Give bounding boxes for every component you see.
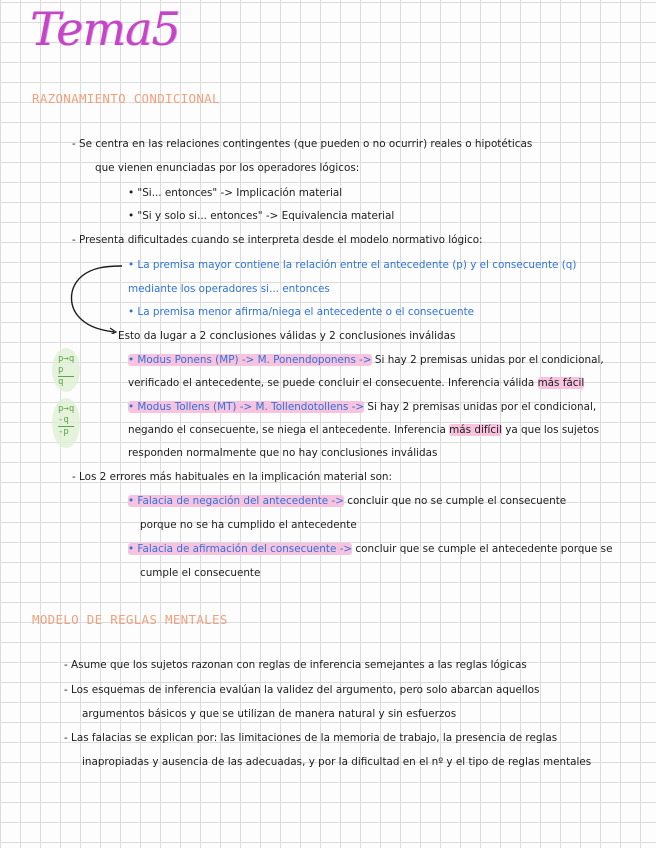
section-heading-modelo: MODELO DE REGLAS MENTALES	[32, 612, 228, 627]
text-line: Esto da lugar a 2 conclusiones válidas y 2 conclusiones inválidas	[118, 330, 456, 342]
text-line: verificado el antecedente, se puede concluir el consecuente. Inferencia válida más fácil	[128, 377, 585, 389]
text-line: porque no se ha cumplido el antecedente	[140, 519, 357, 531]
bullet-premisa-menor: • La premisa menor afirma/niega el antecedente o el consecuente	[128, 306, 475, 318]
bullet-premisa-mayor: • La premisa mayor contiene la relación entre el antecedente (p) y el consecuente (q)	[128, 259, 577, 271]
text-line: - Las falacias se explican por: las limitaciones de la memoria de trabajo, la presencia de reglas	[64, 732, 558, 744]
modus-ponens-schema: p→q p q	[58, 354, 75, 387]
text-line: responden normalmente que no hay conclusiones inválidas	[128, 447, 438, 459]
modus-ponens-term: • Modus Ponens (MP) -> M. Ponendoponens ->	[128, 354, 372, 366]
text-line: argumentos básicos y que se utilizan de manera natural y sin esfuerzos	[82, 708, 457, 720]
text-line: cumple el consecuente	[140, 567, 261, 579]
falacia-afirmacion-term: • Falacia de afirmación del consecuente ->	[128, 543, 353, 555]
text-line: - Presenta dificultades cuando se interpreta desde el modelo normativo lógico:	[72, 234, 483, 246]
falacia-afirmacion-line: • Falacia de afirmación del consecuente -> concluir que se cumple el antecedente porque se	[128, 543, 613, 555]
highlight-mas-dificil: más difícil	[449, 424, 502, 436]
text-line: - Los 2 errores más habituales en la implicación material son:	[72, 471, 393, 483]
modus-tollens-line: • Modus Tollens (MT) -> M. Tollendotollens -> Si hay 2 premisas unidas por el condicional,	[128, 401, 597, 413]
modus-ponens-line: • Modus Ponens (MP) -> M. Ponendoponens -> Si hay 2 premisas unidas por el condicional,	[128, 354, 604, 366]
curly-brace-icon	[64, 262, 124, 334]
bullet-implicacion: • "Si... entonces" -> Implicación material	[128, 187, 343, 199]
text-line: inapropiadas y ausencia de las adecuadas, y por la dificultad en el nº y el tipo de reglas mentales	[82, 756, 592, 768]
section-heading-razonamiento: RAZONAMIENTO CONDICIONAL	[32, 91, 220, 106]
highlight-mas-facil: más fácil	[537, 377, 585, 389]
page-title: Tema5	[30, 2, 180, 56]
bullet-equivalencia: • "Si y solo si... entonces" -> Equivalencia material	[128, 210, 395, 222]
text-line: que vienen enunciadas por los operadores lógicos:	[95, 162, 360, 174]
text-line: - Asume que los sujetos razonan con reglas de inferencia semejantes a las reglas lógicas	[64, 659, 527, 671]
falacia-negacion-line: • Falacia de negación del antecedente -> concluir que no se cumple el consecuente	[128, 495, 567, 507]
text-line: mediante los operadores si... entonces	[128, 283, 330, 295]
text-line: - Los esquemas de inferencia evalúan la validez del argumento, pero solo abarcan aquellos	[64, 684, 540, 696]
text-line: - Se centra en las relaciones contingentes (que pueden o no ocurrir) reales o hipotéticas	[72, 138, 533, 150]
modus-tollens-term: • Modus Tollens (MT) -> M. Tollendotollens ->	[128, 401, 365, 413]
text-line: negando el consecuente, se niega el antecedente. Inferencia más difícil ya que los sujetos	[128, 424, 599, 436]
modus-tollens-schema: p→q -q -p	[58, 404, 75, 437]
falacia-negacion-term: • Falacia de negación del antecedente ->	[128, 495, 344, 507]
